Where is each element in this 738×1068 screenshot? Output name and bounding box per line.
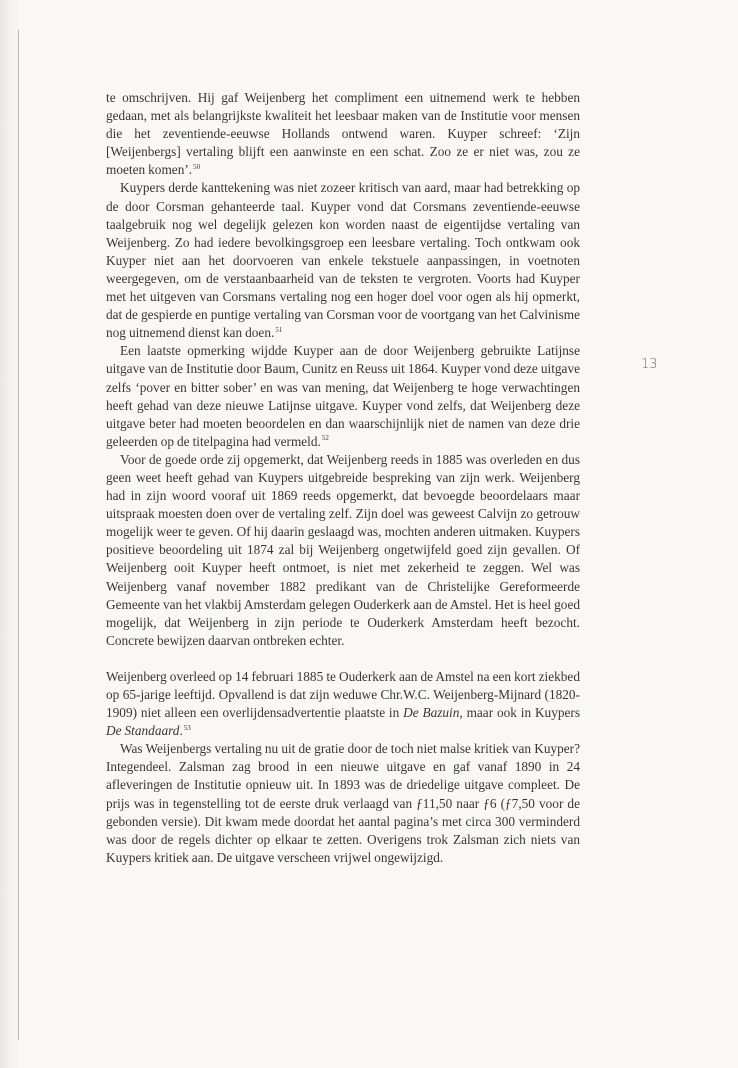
paragraph-3: Een laatste opmerking wijdde Kuyper aan de door Weijenberg gebruikte Latijnse uitgave van de Institutie door Baum, Cunitz en Reuss uit 1864. Kuyper vond deze uitgave zelfs ‘pover en bitter sober’ en was van mening, dat Weijenberg te hoge verwachtingen heeft gehad van deze nieuwe Latijnse uitgave. Kuyper vond zelfs, dat Weijenberg deze uitgave beter had moeten beoordelen en dan waarschijnlijk niet de namen van deze drie geleerden op de titelpagina had vermeld.$^{52}$ (106, 343, 580, 449)
footnote-ref-52: 52 (321, 434, 329, 443)
paragraph-6: Was Weijenbergs vertaling nu uit de gratie door de toch niet malse kritiek van Kuyper? Integendeel. Zalsman zag brood in een nieuwe uitgave en gaf vanaf 1890 in 24 afleveringen de Institutie opnieuw uit. In 1893 was de driedelige uitgave compleet. De prijs was in tegenstelling tot de eerste druk verlaagd van ƒ11,50 naar ƒ6 (ƒ7,50 voor de gebonden versie). Dit kwam mede doordat het aantal pagina’s met circa 300 verminderd was door de regels dichter op elkaar te zetten. Overigens trok Zalsman zich niets van Kuypers kritiek aan. De uitgave verscheen vrijwel ongewijzigd. (106, 741, 580, 865)
paragraph-1: te omschrijven. Hij gaf Weijenberg het compliment een uitnemend werk te hebben gedaan, met als belangrijkste kwaliteit het leesbaar maken van de Institutie voor mensen die het zeventiende-eeuwse Hollands ontwend waren. Kuyper schreef: ‘Zijn [Weijenbergs] vertaling blijft een aanwinste en een schat. Zoo ze er niet was, zou ze moeten komen’.$^{50}$ (106, 90, 580, 178)
footnote-ref-53: 53 (183, 723, 191, 732)
gutter-line (18, 30, 19, 1040)
paragraph-4: Voor de goede orde zij opgemerkt, dat Weijenberg reeds in 1885 was overleden en dus geen weet heeft gehad van Kuypers uitgebreide bespreking van zijn werk. Weijenberg had in zijn woord vooraf uit 1869 reeds opgemerkt, dat bevoegde beoordelaars maar uitspraak moesten doen over de vertaling zelf. Zijn doel was geweest Calvijn zo getrouw mogelijk weer te geven. Of hij daarin geslaagd was, mochten anderen uitmaken. Kuypers positieve beoordeling uit 1874 zal bij Weijenberg ongetwijfeld goed zijn gevallen. Of Weijenberg ooit Kuyper heeft ontmoet, is niet met zekerheid te zeggen. Wel was Weijenberg vanaf november 1882 predikant van de Christelijke Gereformeerde Gemeente van het vlakbij Amsterdam gelegen Ouderkerk aan de Amstel. Het is heel goed mogelijk, dat Weijenberg in zijn periode te Ouderkerk Amsterdam heeft bezocht. Concrete bewijzen daarvan ontbreken echter. (106, 451, 580, 648)
title-de-bazuin: De Bazuin (403, 705, 460, 721)
footnote-ref-50: 50 (193, 162, 201, 171)
body-text (106, 89, 580, 867)
footnote-ref-51: 51 (275, 325, 283, 334)
paragraph-2: Kuypers derde kanttekening was niet zozeer kritisch van aard, maar had betrekking op de door Corsman gehanteerde taal. Kuyper vond dat Corsmans zeventiende-eeuwse taalgebruik nog wel degelijk gelezen kon worden naast de eigentijdse vertaling van Weijenberg. Zo had iedere bevolkingsgroep een leesbare vertaling. Toch ontkwam ook Kuyper niet aan het doorvoeren van enkele tekstuele aanpassingen, in voetnoten weergegeven, om de verstaanbaarheid van de teksten te vergroten. Voorts had Kuyper met het uitgeven van Corsmans vertaling nog een hoger doel voor ogen als hij opmerkt, dat de gespierde en puntige vertaling van Corsman voor de voortgang van het Calvinisme nog uitnemend dienst kan doen.$^{51}$ (106, 180, 580, 341)
page-number: 13 (641, 357, 658, 372)
paragraph-5: Weijenberg overleed op 14 februari 1885 te Ouderkerk aan de Amstel na een kort ziekbed op 65-jarige leeftijd. Opvallend is dat zijn weduwe Chr.W.C. Weijenberg-Mijnard (1820-1909) niet alleen een overlijdensadvertentie plaatste in De Bazuin, maar ook in Kuypers De Standaard.$^{53}$ (106, 668, 580, 739)
book-spine-shadow (0, 0, 20, 1068)
title-de-standaard: De Standaard (106, 723, 180, 739)
